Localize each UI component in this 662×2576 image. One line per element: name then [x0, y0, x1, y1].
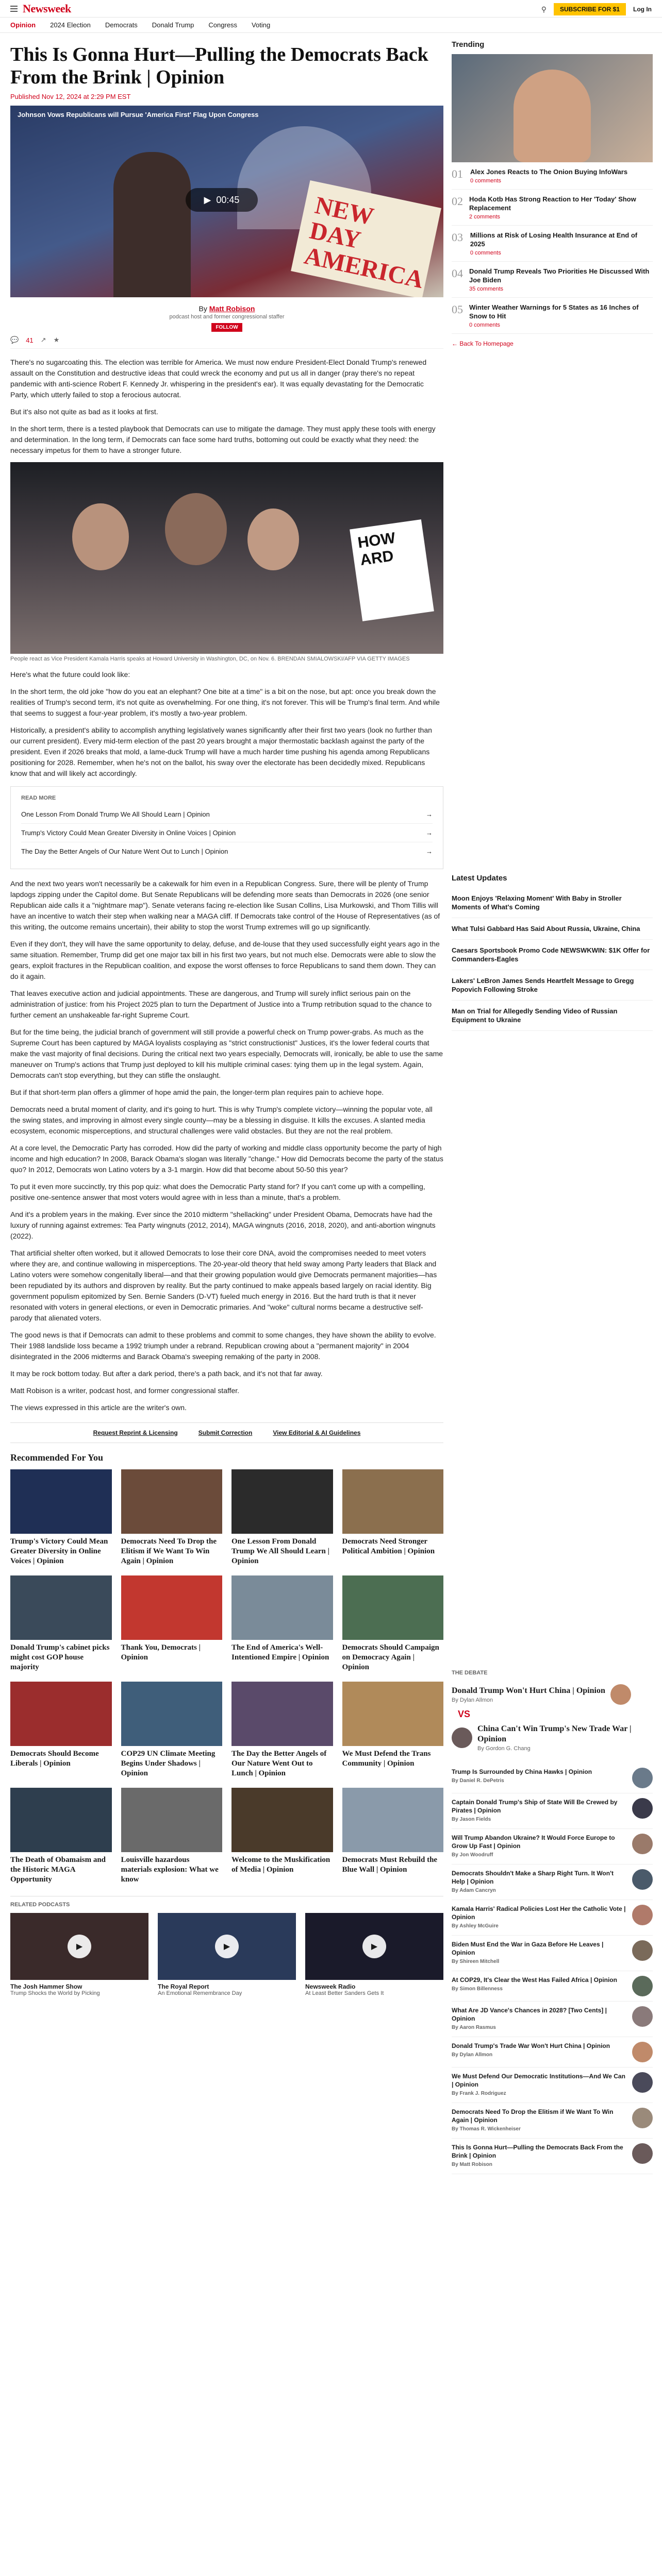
- recommended-thumbnail[interactable]: [10, 1682, 112, 1746]
- recommended-title[interactable]: Thank You, Democrats | Opinion: [121, 1643, 201, 1662]
- article-paragraph: It may be rock bottom today. But after a dark period, there's a path back, and it's not that far away.: [10, 1369, 323, 1378]
- avatar: [452, 1727, 472, 1748]
- play-icon[interactable]: ▶: [362, 1935, 386, 1958]
- trending-item[interactable]: [452, 226, 653, 262]
- article-paragraph: At a core level, the Democratic Party has corroded. How did the party of working and middle class opportunity become the party of high income and high education? In 2008, Barack Obama's slogan was literally "change." How did Democrats become the party of the status quo? In 2012, Democrats won Latino voters by a 3-1 margin. How did that become about 50-50 this year?: [10, 1144, 443, 1174]
- read-more-link[interactable]: The Day the Better Angels of Our Nature Went Out to Lunch | Opinion: [21, 848, 228, 855]
- recommended-thumbnail[interactable]: [10, 1788, 112, 1852]
- opinion-feed-text: [452, 2108, 627, 2133]
- hero-video[interactable]: [10, 106, 443, 297]
- latest-update-item[interactable]: Caesars Sportsbook Promo Code NEWSWKWIN: $1K Offer for Commanders-Eagles: [452, 940, 653, 970]
- trending-list: [452, 162, 653, 334]
- opinion-feed-author: By Aaron Rasmus: [452, 2025, 496, 2030]
- opinion-feed-author: By Frank J. Rodriguez: [452, 2091, 506, 2096]
- read-more-item[interactable]: [21, 824, 433, 842]
- login-link[interactable]: Log In: [633, 6, 652, 13]
- read-more-box: [10, 786, 443, 869]
- avatar: [632, 2072, 653, 2093]
- article-paragraph: In the short term, there is a tested playbook that Democrats can use to mitigate the damage. They must apply these tools with energy and determination. In the long term, if Democrats can face some hard truths, bottoming out could be exactly what they need: the necessary impetus for them to have a stronger future.: [10, 425, 436, 454]
- versus-label: VS: [458, 1709, 471, 1719]
- opinion-feed-title[interactable]: Captain Donald Trump's Ship of State Will Be Crewed by Pirates | Opinion: [452, 1799, 618, 1814]
- opinion-feed-item[interactable]: [452, 1763, 653, 1793]
- opinion-feed-title[interactable]: What Are JD Vance's Chances in 2028? [Two Cents] | Opinion: [452, 2007, 607, 2022]
- read-more-item[interactable]: [21, 805, 433, 824]
- opinion-feed-item[interactable]: [452, 2002, 653, 2037]
- opinion-feed-title[interactable]: Trump Is Surrounded by China Hawks | Opinion: [452, 1768, 592, 1775]
- footer-link[interactable]: Submit Correction: [198, 1429, 253, 1436]
- opinion-feed-text: [452, 2072, 627, 2098]
- recommended-heading: Recommended For You: [10, 1452, 103, 1463]
- share-icon[interactable]: ↗: [40, 336, 46, 344]
- recommended-thumbnail[interactable]: [121, 1575, 223, 1640]
- recommended-title[interactable]: The End of America's Well-Intentioned Empire | Opinion: [231, 1643, 329, 1662]
- trending-item[interactable]: [452, 190, 653, 226]
- recommended-card[interactable]: [121, 1469, 223, 1566]
- read-more-link[interactable]: Trump's Victory Could Mean Greater Diversity in Online Voices | Opinion: [21, 829, 236, 837]
- trending-heading: Trending: [452, 40, 485, 49]
- crowd-face: [72, 503, 129, 570]
- opinion-feed-title[interactable]: We Must Defend Our Democratic Institutions—And We Can | Opinion: [452, 2073, 625, 2088]
- arrow-right-icon: →: [426, 829, 433, 837]
- article-paragraph: Matt Robison is a writer, podcast host, and former congressional staffer.: [10, 1386, 240, 1395]
- opinion-feed-item[interactable]: [452, 2067, 653, 2103]
- recommended-card[interactable]: [10, 1575, 112, 1672]
- opinion-feed-item[interactable]: [452, 1936, 653, 1971]
- debate-title-a[interactable]: Donald Trump Won't Hurt China | Opinion: [452, 1686, 605, 1695]
- opinion-feed-title[interactable]: Donald Trump's Trade War Won't Hurt China | Opinion: [452, 2042, 610, 2049]
- recommended-card[interactable]: [342, 1788, 444, 1885]
- avatar: [632, 1869, 653, 1890]
- article-paragraph: That leaves executive action and judicial appointments. These are dangerous, and Trump will surely inflict serious pain on the administration of justice: from his Project 2025 plan to turn the Department of Justice into a Trump retribution squad to the chance to further cement an unshakeable far-right Supreme Court.: [10, 989, 432, 1019]
- opinion-feed-item[interactable]: [452, 2037, 653, 2067]
- speaker-figure: [113, 152, 191, 297]
- menu-icon[interactable]: [10, 4, 18, 13]
- recommended-card[interactable]: [231, 1575, 333, 1672]
- article-body-intro: [10, 357, 443, 456]
- debate-text-b: [477, 1724, 653, 1752]
- recommended-thumbnail[interactable]: [10, 1575, 112, 1640]
- search-icon[interactable]: ⚲: [541, 5, 547, 13]
- article-paragraph: That artificial shelter often worked, but it allowed Democrats to lose their core DNA, avoid the compromises needed to meet voters where they are, and continue wallowing in misperceptions. The 20-year-old theory that held sway among Party leaders that Black and Latino voters were somehow congenitally liberal—and that their growing population would give Democrats permanent majorities—has been repudiated by its authors and disproven by reality. But the party continued to make appeals based largely on racial identity. Big government populism epitomized by Sen. Bernie Sanders (D-VT) fueled much energy in 2016. But the hard truth is that it never resonated with voters in general elections, or even in Democratic primaries. And "woke" cultural norms became a destructive self-parody that alienated voters.: [10, 1249, 437, 1322]
- recommended-title[interactable]: Trump's Victory Could Mean Greater Diversity in Online Voices | Opinion: [10, 1537, 108, 1565]
- trending-text: [469, 303, 653, 328]
- article-title: This Is Gonna Hurt—Pulling the Democrats Back From the Brink | Opinion: [10, 44, 428, 88]
- article-paragraph: But it's also not quite as bad as it looks at first.: [10, 408, 158, 416]
- author-link[interactable]: Matt Robison: [209, 304, 255, 313]
- trending-item[interactable]: [452, 298, 653, 334]
- recommended-card[interactable]: [231, 1682, 333, 1778]
- opinion-feed-author: By Shireen Mitchell: [452, 1959, 500, 1964]
- recommended-title[interactable]: Donald Trump's cabinet picks might cost GOP house majority: [10, 1643, 110, 1671]
- latest-update-item[interactable]: Lakers' LeBron James Sends Heartfelt Message to Gregg Popovich Following Stroke: [452, 970, 653, 1001]
- avatar: [632, 2006, 653, 2027]
- podcast-episode: Trump Shocks the World by Picking: [10, 1990, 100, 1996]
- opinion-feed-author: By Simon Billenness: [452, 1986, 503, 1992]
- trending-item[interactable]: [452, 162, 653, 190]
- debate-title-b[interactable]: China Can't Win Trump's New Trade War | Opinion: [477, 1724, 632, 1743]
- trending-face: [514, 70, 591, 162]
- trending-number: 03: [452, 231, 463, 244]
- nav-item-2024-election[interactable]: 2024 Election: [50, 21, 91, 29]
- back-to-homepage-link[interactable]: ← Back To Homepage: [452, 340, 514, 347]
- subscribe-button[interactable]: SUBSCRIBE FOR $1: [554, 3, 626, 15]
- recommended-thumbnail[interactable]: [231, 1682, 333, 1746]
- recommended-title[interactable]: The Death of Obamaism and the Historic MAGA Opportunity: [10, 1856, 106, 1884]
- nav-item-voting[interactable]: Voting: [252, 21, 271, 29]
- opinion-feed-author: By Dylan Allmon: [452, 2052, 493, 2058]
- opinion-feed-item[interactable]: [452, 1900, 653, 1936]
- avatar: [632, 1798, 653, 1819]
- trending-comments[interactable]: 2 comments: [469, 214, 500, 220]
- recommended-title[interactable]: One Lesson From Donald Trump We All Should Learn | Opinion: [231, 1537, 329, 1565]
- article-paragraph: But for the time being, the judicial branch of government will still provide a powerful check on Trump power-grabs. As much as the Supreme Court has been captured by MAGA loyalists cosplaying as "strict constructionist" Justices, it's the lower federal courts that make the vast majority of final decisions. During the critical next two years especially, Democrats will, ironically, be able to use the same maneuver on Trump's actions that Trump just deployed to kill his multiple criminal cases: tying them up in the legal system. Again, Democrats can't stop everything, but they can stifle the onslaught.: [10, 1028, 443, 1079]
- podcast-card[interactable]: [10, 1913, 148, 1996]
- recommended-card[interactable]: [10, 1469, 112, 1566]
- crowd-face: [247, 509, 299, 570]
- footer-link[interactable]: View Editorial & AI Guidelines: [273, 1429, 361, 1436]
- trending-number: 04: [452, 267, 463, 280]
- opinion-feed-title[interactable]: At COP29, It's Clear the West Has Failed Africa | Opinion: [452, 1976, 617, 1984]
- opinion-feed-text: [452, 1834, 627, 1859]
- trending-text: [469, 195, 653, 220]
- comment-icon[interactable]: 💬: [10, 336, 19, 344]
- section-nav: [0, 18, 662, 33]
- avatar: [610, 1684, 631, 1705]
- opinion-feed-text: [452, 1798, 627, 1824]
- podcast-thumbnail[interactable]: [10, 1913, 148, 1980]
- recommended-card[interactable]: [342, 1469, 444, 1566]
- opinion-feed-item[interactable]: [452, 1829, 653, 1865]
- opinion-feed-text: [452, 2042, 627, 2062]
- recommended-card[interactable]: [121, 1682, 223, 1778]
- debate-box: [452, 1670, 653, 1756]
- opinion-feed-text: [452, 1768, 627, 1788]
- opinion-feed-text: [452, 2143, 627, 2169]
- opinion-feed-item[interactable]: [452, 1865, 653, 1900]
- top-bar: [0, 0, 662, 18]
- recommended-title[interactable]: Welcome to the Muskification of Media | Opinion: [231, 1856, 330, 1874]
- debate-author-a: By Dylan Allmon: [452, 1697, 493, 1703]
- trending-comments[interactable]: 35 comments: [469, 286, 504, 292]
- article-photo: [10, 462, 443, 654]
- trending-title[interactable]: Alex Jones Reacts to The Onion Buying InfoWars: [470, 168, 628, 176]
- recommended-thumbnail[interactable]: [121, 1788, 223, 1852]
- opinion-feed-author: By Jon Woodruff: [452, 1852, 493, 1858]
- debate-author-b: By Gordon G. Chang: [477, 1745, 531, 1752]
- trending-number: 01: [452, 167, 463, 180]
- opinion-feed-text: [452, 1976, 627, 1996]
- avatar: [632, 1768, 653, 1788]
- recommended-title[interactable]: Democrats Should Become Liberals | Opinion: [10, 1750, 99, 1768]
- trending-number: 02: [452, 195, 463, 208]
- podcast-card[interactable]: [305, 1913, 443, 1996]
- article-paragraph: The good news is that if Democrats can admit to these problems and commit to some changes, they have shown the ability to evolve. Their 1988 landslide loss became a 1992 triumph under a rebrand. Republican crowing about a "permanent majority" in 2004 disintegrated in the 2006 midterms and Barack Obama's sweeping remaking of the party in 2008.: [10, 1331, 436, 1361]
- read-more-item[interactable]: [21, 842, 433, 860]
- opinion-feed-title[interactable]: Biden Must End the War in Gaza Before He Leaves | Opinion: [452, 1941, 604, 1956]
- avatar: [632, 1905, 653, 1925]
- opinion-feed-text: [452, 1869, 627, 1895]
- nav-item-opinion[interactable]: Opinion: [10, 21, 36, 29]
- photo-caption: People react as Vice President Kamala Harris speaks at Howard University in Washington, DC, on Nov. 6. BRENDAN SMIALOWSKI/AFP VIA GETTY IMAGES: [10, 656, 410, 662]
- recommended-card[interactable]: [231, 1788, 333, 1885]
- read-more-heading: READ MORE: [21, 795, 56, 801]
- debate-text-a: [452, 1686, 605, 1703]
- opinion-feed-author: By Matt Robison: [452, 2162, 492, 2167]
- article-paragraph: Here's what the future could look like:: [10, 670, 130, 679]
- share-bar: [10, 336, 443, 349]
- trending-image[interactable]: [452, 54, 653, 162]
- article-paragraph: And it's a problem years in the making. Ever since the 2010 midterm "shellacking" under President Obama, Democrats have had the luxury of running against extremes: Tea Party wingnuts (2012, 2014), MAGA wingnuts (2016, 2018, 2020), and anti-abortion wingnuts (2022).: [10, 1210, 436, 1240]
- footer-link[interactable]: Request Reprint & Licensing: [93, 1429, 178, 1436]
- podcast-episode: At Least Better Sanders Gets It: [305, 1990, 384, 1996]
- comment-count[interactable]: 41: [26, 336, 34, 344]
- opinion-feed-author: By Adam Cancryn: [452, 1888, 496, 1893]
- trending-title[interactable]: Winter Weather Warnings for 5 States as 16 Inches of Snow to Hit: [469, 303, 639, 320]
- video-duration: 00:45: [216, 194, 240, 205]
- recommended-title[interactable]: COP29 UN Climate Meeting Begins Under Shadows | Opinion: [121, 1750, 216, 1777]
- article-footer-links: [10, 1422, 443, 1443]
- podcasts-heading: RELATED PODCASTS: [10, 1896, 443, 1908]
- article-paragraph: There's no sugarcoating this. The election was terrible for America. We must now endure President-Elect Donald Trump's renewed assault on the Constitution and destructive ideas that could wreck the economy and put us all in danger (pray there's no repeat pandemic with anti-science Robert F. Kennedy Jr. whispering in the president's ear). It was equally devastating for the Democratic Party, which utterly failed to stop a ferocious autocrat.: [10, 358, 427, 399]
- avatar: [632, 1940, 653, 1961]
- recommended-title[interactable]: Democrats Need To Drop the Elitism if We Want To Win Again | Opinion: [121, 1537, 217, 1565]
- avatar: [632, 2143, 653, 2164]
- recommended-thumbnail[interactable]: [121, 1469, 223, 1534]
- trending-comments[interactable]: 0 comments: [470, 250, 501, 256]
- opinion-feed-author: By Thomas R. Wickenheiser: [452, 2126, 521, 2132]
- trending-title[interactable]: Millions at Risk of Losing Health Insurance at End of 2025: [470, 231, 638, 248]
- article-paragraph: And the next two years won't necessarily be a cakewalk for him even in a Republican Congress. Sure, there will be plenty of Trump lapdogs zipping under the Capitol dome. But Senate Republicans will be defending more seats than Democrats in 2026 (one senior Republican aide calls it a "nightmare map"). Senate veterans facing re-election like Susan Collins, Lisa Murkowski, and Thom Tillis will have an incentive to watch their step when walking near a MAGA cliff. If Democrats take control of the House of Representatives (as of this writing, the outcome remains uncertain), their ability to stop the worst Trump extremes will go up significantly.: [10, 879, 440, 931]
- avatar: [632, 1834, 653, 1854]
- article-paragraph: The views expressed in this article are the writer's own.: [10, 1403, 187, 1412]
- recommended-card[interactable]: [10, 1682, 112, 1778]
- opinion-feed-text: [452, 2006, 627, 2032]
- recommended-card[interactable]: [121, 1788, 223, 1885]
- howard-sign: HOW ARD: [350, 519, 434, 621]
- latest-updates-list: [452, 888, 653, 1031]
- by-label: By: [198, 304, 207, 313]
- podcast-title[interactable]: Newsweek Radio: [305, 1983, 356, 1990]
- play-icon: ▶: [204, 194, 211, 205]
- article-paragraph: Even if they don't, they will have the same opportunity to delay, defuse, and de-louse that they used successfully eight years ago in the same situation. Remember, Trump did get one major tax bill in his first two years, but not much else. Democrats were able to slow the gears, exploit fractures in the Republican coalition, and expose the worst offenses to force Republicans to sand them down. They can do it again.: [10, 940, 440, 980]
- opinion-feed-item[interactable]: [452, 1971, 653, 2002]
- opinion-feed-title[interactable]: Democrats Need To Drop the Elitism if We Want To Win Again | Opinion: [452, 2108, 614, 2124]
- podcast-thumbnail[interactable]: [158, 1913, 296, 1980]
- recommended-title[interactable]: Democrats Must Rebuild the Blue Wall | Opinion: [342, 1856, 438, 1874]
- recommended-thumbnail[interactable]: [342, 1469, 444, 1534]
- nav-item-democrats[interactable]: Democrats: [105, 21, 138, 29]
- podcasts-grid: [10, 1913, 443, 1996]
- recommended-thumbnail[interactable]: [231, 1469, 333, 1534]
- trending-text: [469, 267, 653, 292]
- recommended-thumbnail[interactable]: [121, 1682, 223, 1746]
- opinion-feed-title[interactable]: Will Trump Abandon Ukraine? It Would Force Europe to Grow Up Fast | Opinion: [452, 1834, 615, 1850]
- article-paragraph: Democrats need a brutal moment of clarity, and it's going to hurt. This is why Trump's complete victory—winning the popular vote, all the swing states, and improving in almost every single county—may be a blessing in disguise. It kills the excuses. A slanted media ecosystem, economic misperceptions, and structural challenges were valid obstacles. But they are not the real problem.: [10, 1105, 433, 1135]
- latest-updates-heading: Latest Updates: [452, 874, 507, 883]
- article-paragraph: But if that short-term plan offers a glimmer of hope amid the pain, the longer-term plan requires pain to achieve hope.: [10, 1088, 384, 1096]
- opinion-feed-author: By Jason Fields: [452, 1817, 491, 1822]
- play-button[interactable]: [186, 188, 258, 212]
- opinion-feed-title[interactable]: Kamala Harris' Radical Policies Lost Her the Catholic Vote | Opinion: [452, 1905, 626, 1921]
- opinion-feed-author: By Daniel R. DePetris: [452, 1778, 504, 1784]
- debate-item-a[interactable]: [452, 1680, 653, 1709]
- recommended-card[interactable]: [342, 1575, 444, 1672]
- podcast-episode: An Emotional Remembrance Day: [158, 1990, 242, 1996]
- podcast-thumbnail[interactable]: [305, 1913, 443, 1980]
- recommended-thumbnail[interactable]: [342, 1788, 444, 1852]
- recommended-card[interactable]: [10, 1788, 112, 1885]
- play-icon[interactable]: ▶: [215, 1935, 239, 1958]
- recommended-title[interactable]: Louisville hazardous materials explosion: What we know: [121, 1856, 219, 1884]
- article-paragraph: To put it even more succinctly, try this pop quiz: what does the Democratic Party stand for? If you can't come up with a compelling, positive one-sentence answer that most voters would agree with in less than a minute, that's a problem.: [10, 1182, 425, 1201]
- trending-item[interactable]: [452, 262, 653, 298]
- recommended-thumbnail[interactable]: [342, 1682, 444, 1746]
- opinion-feed-text: [452, 1940, 627, 1966]
- trending-comments[interactable]: 0 comments: [470, 178, 501, 184]
- opinion-feed: [452, 1763, 653, 2174]
- recommended-card[interactable]: [342, 1682, 444, 1778]
- latest-update-item[interactable]: Man on Trial for Allegedly Sending Video of Russian Equipment to Ukraine: [452, 1001, 653, 1031]
- podcast-title[interactable]: The Josh Hammer Show: [10, 1983, 82, 1990]
- opinion-feed-item[interactable]: [452, 1793, 653, 1829]
- opinion-feed-item[interactable]: [452, 2103, 653, 2139]
- podcast-title[interactable]: The Royal Report: [158, 1983, 209, 1990]
- recommended-card[interactable]: [231, 1469, 333, 1566]
- article-paragraph: Historically, a president's ability to accomplish anything legislatively wanes significantly after their first two years (look no further than our current president). Every mid-term election of the past 20 years brought a major thermostatic backlash against the party of the president. Even if 2026 breaks that mold, a lame-duck Trump will have a much harder time pushing his agenda among Republicans positioning for 2028. Remember, when he's not on the ballot, his sway over the electorate has been decidedly mixed. Republicans know that and will likely act accordingly.: [10, 726, 432, 777]
- opinion-feed-item[interactable]: [452, 2139, 653, 2174]
- recommended-thumbnail[interactable]: [342, 1575, 444, 1640]
- debate-item-b[interactable]: [452, 1720, 653, 1756]
- play-icon[interactable]: ▶: [68, 1935, 91, 1958]
- arrow-right-icon: →: [426, 810, 433, 818]
- recommended-title[interactable]: The Day the Better Angels of Our Nature Went Out to Lunch | Opinion: [231, 1750, 327, 1777]
- campaign-sign: NEW DAY AMERICA: [291, 180, 441, 297]
- trending-text: [470, 167, 627, 184]
- byline: [10, 304, 443, 332]
- article-column: [10, 40, 443, 1996]
- bookmark-icon[interactable]: ★: [53, 336, 60, 344]
- recommended-card[interactable]: [121, 1575, 223, 1672]
- recommended-title[interactable]: Democrats Need Stronger Political Ambition | Opinion: [342, 1537, 435, 1555]
- video-caption: Johnson Vows Republicans will Pursue 'America First' Flag Upon Congress: [18, 111, 259, 118]
- latest-update-item[interactable]: What Tulsi Gabbard Has Said About Russia, Ukraine, China: [452, 918, 653, 940]
- opinion-feed-title[interactable]: Democrats Shouldn't Make a Sharp Right Turn. It Won't Help | Opinion: [452, 1870, 614, 1885]
- latest-update-item[interactable]: Moon Enjoys 'Relaxing Moment' With Baby in Stroller Moments of What's Coming: [452, 888, 653, 918]
- article-body-part2: [10, 669, 443, 779]
- recommended-thumbnail[interactable]: [231, 1575, 333, 1640]
- article-body-part3: [10, 878, 443, 1413]
- author-role: podcast host and former congressional staffer: [169, 314, 285, 320]
- crowd-face: [165, 493, 227, 565]
- avatar: [632, 2108, 653, 2128]
- newsweek-logo[interactable]: Newsweek: [23, 2, 71, 15]
- trending-title[interactable]: Donald Trump Reveals Two Priorities He Discussed With Joe Biden: [469, 267, 650, 284]
- recommended-thumbnail[interactable]: [231, 1788, 333, 1852]
- recommended-title[interactable]: We Must Defend the Trans Community | Opinion: [342, 1750, 431, 1768]
- podcast-card[interactable]: [158, 1913, 296, 1996]
- recommended-title[interactable]: Democrats Should Campaign on Democracy Again | Opinion: [342, 1643, 439, 1671]
- trending-title[interactable]: Hoda Kotb Has Strong Reaction to Her 'Today' Show Replacement: [469, 195, 636, 212]
- avatar: [632, 1976, 653, 1996]
- arrow-right-icon: →: [426, 848, 433, 855]
- nav-item-congress[interactable]: Congress: [208, 21, 238, 29]
- follow-button[interactable]: FOLLOW: [211, 323, 242, 332]
- recommended-grid: [10, 1469, 443, 1885]
- opinion-feed-text: [452, 1905, 627, 1930]
- trending-text: [470, 231, 653, 256]
- published-date: Published Nov 12, 2024 at 2:29 PM EST: [10, 93, 131, 100]
- nav-item-donald-trump[interactable]: Donald Trump: [152, 21, 194, 29]
- sidebar: [452, 40, 653, 2174]
- opinion-feed-title[interactable]: This Is Gonna Hurt—Pulling the Democrats Back From the Brink | Opinion: [452, 2144, 623, 2159]
- recommended-thumbnail[interactable]: [10, 1469, 112, 1534]
- trending-comments[interactable]: 0 comments: [469, 322, 500, 328]
- debate-heading: THE DEBATE: [452, 1670, 488, 1676]
- read-more-link[interactable]: One Lesson From Donald Trump We All Should Learn | Opinion: [21, 810, 210, 818]
- trending-number: 05: [452, 303, 463, 316]
- opinion-feed-author: By Ashley McGuire: [452, 1923, 499, 1929]
- avatar: [632, 2042, 653, 2062]
- article-paragraph: In the short term, the old joke "how do you eat an elephant? One bite at a time" is a bit on the nose, but apt: once you break down the realities of Trump's second term, it's not quite as overwhelming. For one thing, it's not forever. This will be Trump's final term. And while that seems to suggest a four-year problem, it's mostly a two-year problem.: [10, 687, 440, 717]
